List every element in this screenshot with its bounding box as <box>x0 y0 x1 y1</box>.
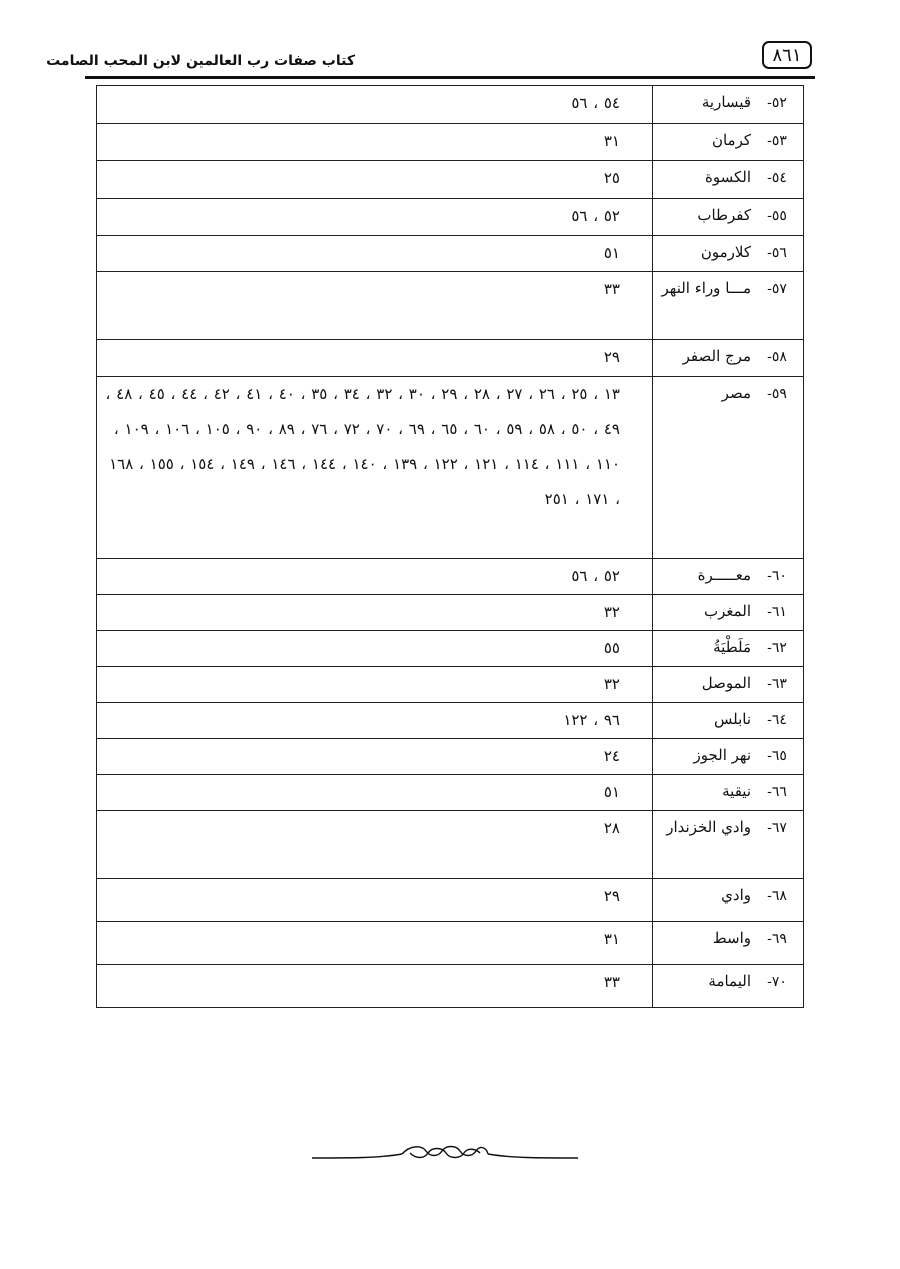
place-name: كرمان <box>711 131 751 149</box>
index-row <box>97 965 804 1008</box>
page-references: ٩٦ ، ١٢٢ <box>563 711 620 729</box>
pages-cell <box>97 775 653 811</box>
entry-number: ٥٩- <box>767 386 787 402</box>
page-number: ٨٦١ <box>762 41 812 69</box>
entry-number: ٦٥- <box>767 748 787 764</box>
page-references: ١٣ ، ٢٥ ، ٢٦ ، ٢٧ ، ٢٨ ، ٢٩ ، ٣٠ ، ٣٢ ، ٣٤ ، ٣٥ ، ٤٠ ، ٤١ ، ٤٢ ، ٤٤ ، ٤٥ ، ٤٨ ، ٤٩ ، ٥٠ ، ٥٨ ، ٥٩ ، ٦٠ ، ٦٥ ، ٦٩ ، ٧٠ ، ٧٢ ، ٧٦ ، ٨٩ ، ٩٠ ، ١٠٥ ، ١٠٦ ، ١٠٩ ، ١١٠ ، ١١١ ، ١١٤ ، ١٢١ ، ١٢٢ ، ١٣٩ ، ١٤٠ ، ١٤٤ ، ١٤٦ ، ١٤٩ ، ١٥٤ ، ١٥٥ ، ١٦٨ ، ١٧١ ، ٢٥١ <box>105 385 620 508</box>
place-cell <box>653 377 804 559</box>
entry-number: ٥٧- <box>767 281 787 297</box>
header-rule <box>85 76 815 79</box>
index-row <box>97 703 804 739</box>
page-references: ٥٢ ، ٥٦ <box>571 207 620 225</box>
place-cell <box>653 965 804 1008</box>
pages-cell <box>97 703 653 739</box>
place-name: مَلَطْيَةُ <box>713 638 751 656</box>
place-cell <box>653 739 804 775</box>
page-references: ٢٩ <box>603 348 620 366</box>
index-row <box>97 86 804 124</box>
pages-cell <box>97 559 653 595</box>
index-row <box>97 236 804 272</box>
index-row <box>97 595 804 631</box>
place-name: كلارمون <box>700 243 751 261</box>
page-references: ٥١ <box>603 244 620 262</box>
pages-cell <box>97 922 653 965</box>
entry-number: ٥٤- <box>767 170 787 186</box>
entry-number: ٦٧- <box>767 820 787 836</box>
page-references: ٢٨ <box>603 819 620 837</box>
place-cell <box>653 631 804 667</box>
place-name: نيقية <box>722 782 751 800</box>
place-name: مصر <box>721 384 751 402</box>
entry-number: ٦٩- <box>767 931 787 947</box>
page-references: ٣١ <box>603 132 620 150</box>
pages-cell <box>97 86 653 124</box>
place-cell <box>653 595 804 631</box>
place-cell <box>653 199 804 236</box>
page-references: ٢٩ <box>603 887 620 905</box>
place-name: معـــــرة <box>697 566 751 584</box>
entry-number: ٦٣- <box>767 676 787 692</box>
place-cell <box>653 667 804 703</box>
index-row <box>97 161 804 199</box>
pages-cell <box>97 739 653 775</box>
place-name: كفرطاب <box>697 206 751 224</box>
entry-number: ٥٢- <box>767 95 787 111</box>
page-references: ٣٢ <box>603 603 620 621</box>
pages-cell <box>97 340 653 377</box>
index-row <box>97 124 804 161</box>
index-row <box>97 377 804 559</box>
place-cell <box>653 236 804 272</box>
entry-number: ٥٨- <box>767 349 787 365</box>
place-cell <box>653 86 804 124</box>
page-references: ٥٥ <box>603 639 620 657</box>
entry-number: ٦١- <box>767 604 787 620</box>
place-name: مرج الصفر <box>682 347 751 365</box>
place-cell <box>653 559 804 595</box>
place-name: نهر الجوز <box>693 746 751 764</box>
index-row <box>97 199 804 236</box>
page-references: ٣٣ <box>603 973 620 991</box>
place-name: الموصل <box>701 674 751 692</box>
entry-number: ٥٣- <box>767 133 787 149</box>
index-row <box>97 559 804 595</box>
index-row <box>97 775 804 811</box>
index-row <box>97 811 804 879</box>
entry-number: ٥٥- <box>767 208 787 224</box>
place-name: قيسارية <box>701 93 751 111</box>
entry-number: ٦٢- <box>767 640 787 656</box>
page-references: ٥٢ ، ٥٦ <box>571 567 620 585</box>
place-name: مـــا وراء النهر <box>661 279 751 297</box>
index-row <box>97 922 804 965</box>
pages-cell <box>97 631 653 667</box>
place-cell <box>653 124 804 161</box>
pages-cell <box>97 272 653 340</box>
index-row <box>97 272 804 340</box>
place-name: وادي الخزندار <box>666 818 751 836</box>
pages-cell <box>97 965 653 1008</box>
pages-cell <box>97 236 653 272</box>
index-row <box>97 879 804 922</box>
place-cell <box>653 161 804 199</box>
pages-cell <box>97 161 653 199</box>
index-row <box>97 667 804 703</box>
place-name: المغرب <box>703 602 751 620</box>
place-cell <box>653 922 804 965</box>
entry-number: ٦٦- <box>767 784 787 800</box>
pages-cell <box>97 124 653 161</box>
place-name: الكسوة <box>704 168 751 186</box>
page-references: ٥٤ ، ٥٦ <box>571 94 620 112</box>
pages-cell <box>97 667 653 703</box>
pages-cell <box>97 811 653 879</box>
pages-cell <box>97 879 653 922</box>
place-cell <box>653 703 804 739</box>
page-references: ٣٢ <box>603 675 620 693</box>
pages-cell <box>97 377 653 559</box>
page-references: ٢٤ <box>603 747 620 765</box>
places-index-table <box>96 85 804 1008</box>
index-row <box>97 340 804 377</box>
pages-cell <box>97 199 653 236</box>
place-name: وادي <box>721 886 751 904</box>
place-name: اليمامة <box>708 972 751 990</box>
running-header-title: كتاب صفات رب العالمين لابن المحب الصامت <box>46 53 355 69</box>
entry-number: ٥٦- <box>767 245 787 261</box>
place-name: نابلس <box>713 710 751 728</box>
place-cell <box>653 775 804 811</box>
place-cell <box>653 340 804 377</box>
page-references: ٣١ <box>603 930 620 948</box>
place-cell <box>653 879 804 922</box>
entry-number: ٦٤- <box>767 712 787 728</box>
page-references: ٣٣ <box>603 280 620 298</box>
index-row <box>97 739 804 775</box>
page-references: ٥١ <box>603 783 620 801</box>
entry-number: ٦٠- <box>767 568 787 584</box>
page-references: ٢٥ <box>603 169 620 187</box>
index-row <box>97 631 804 667</box>
place-name: واسط <box>712 929 751 947</box>
pages-cell <box>97 595 653 631</box>
entry-number: ٦٨- <box>767 888 787 904</box>
entry-number: ٧٠- <box>767 974 787 990</box>
ornament-divider <box>310 1141 580 1163</box>
place-cell <box>653 811 804 879</box>
place-cell <box>653 272 804 340</box>
